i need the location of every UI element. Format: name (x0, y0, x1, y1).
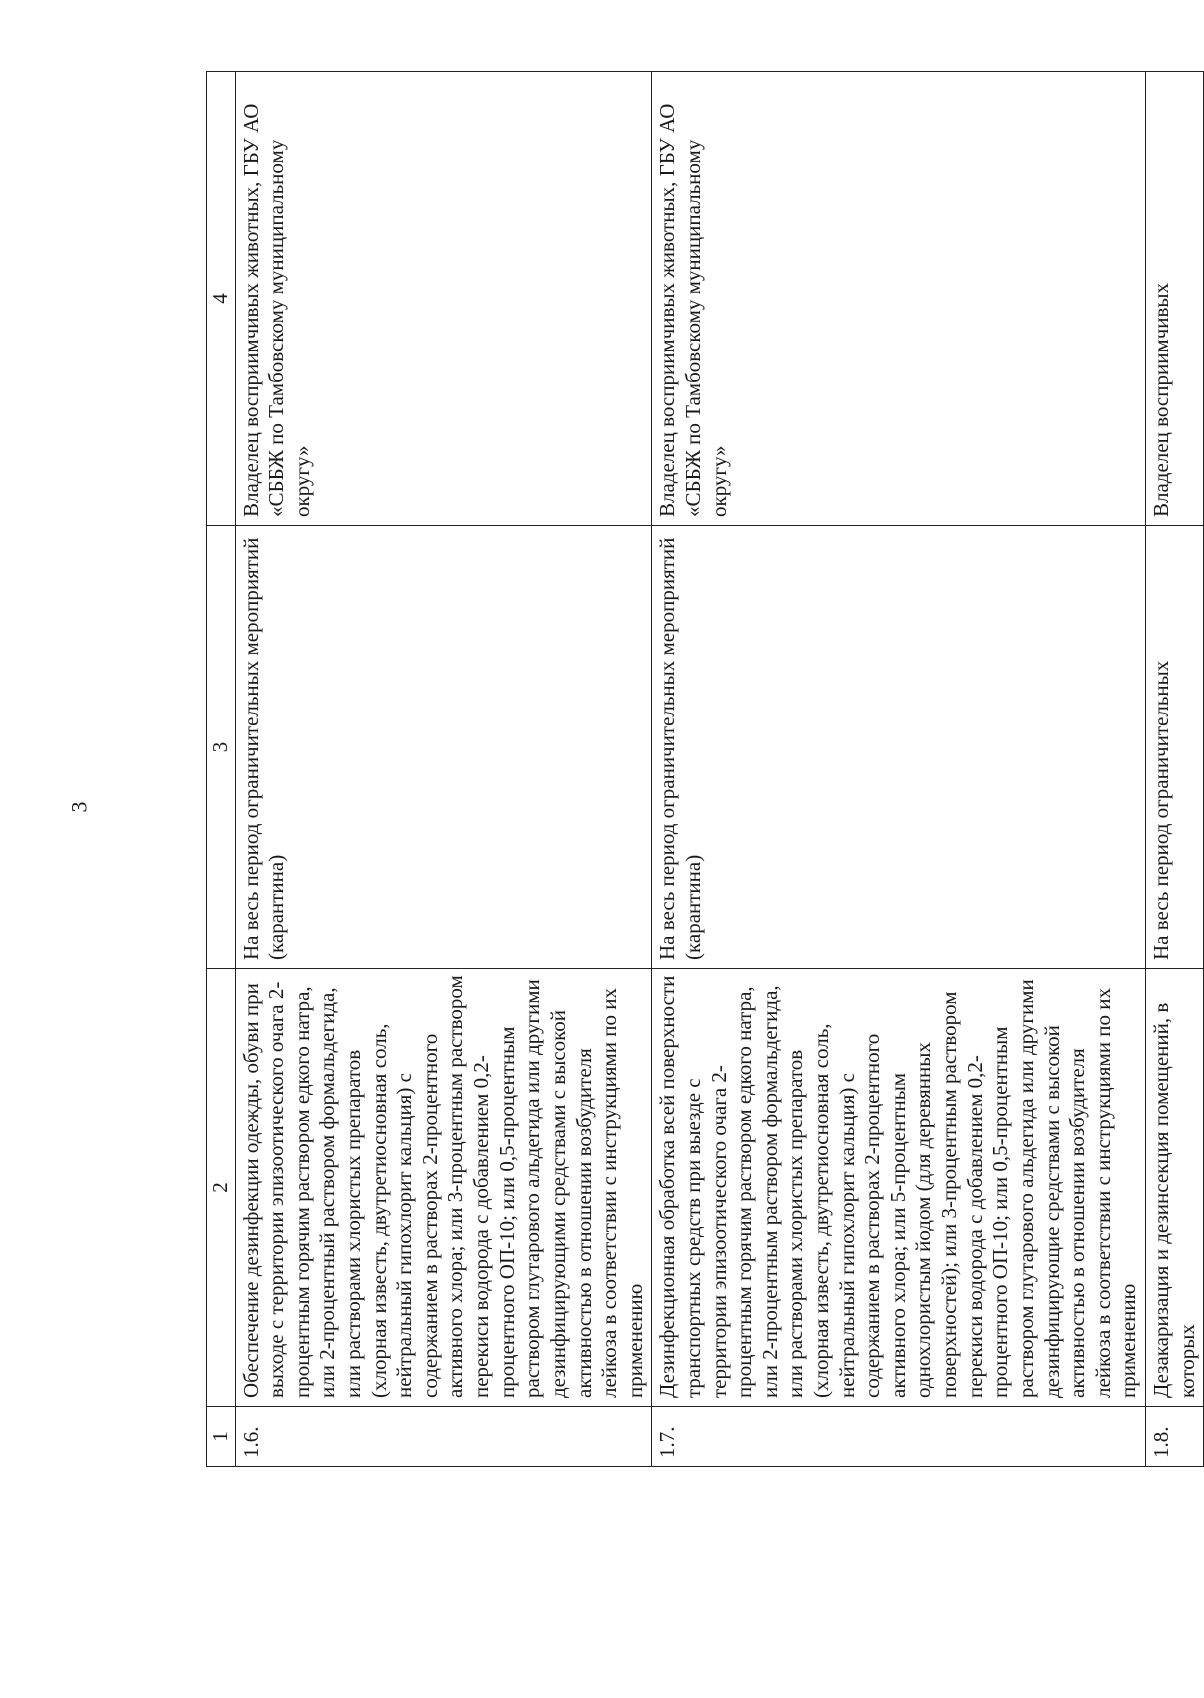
page-number: 3 (66, 801, 92, 813)
column-header: 2 (207, 969, 236, 1407)
table-row (652, 72, 1146, 1467)
responsible-cell: Владелец восприимчивых животных, ГБУ АО «СББЖ по Тамбовскому муниципальному округу» (235, 72, 652, 526)
table-header-row (207, 72, 236, 1467)
table-container (206, 72, 1199, 1467)
row-number-cell: 1.6. (235, 1407, 652, 1467)
rotated-table-wrapper (206, 72, 1199, 1467)
term-cell: На весь период ограничительных (1145, 526, 1203, 969)
column-header: 4 (207, 72, 236, 526)
column-header: 1 (207, 1407, 236, 1467)
row-number-cell: 1.7. (652, 1407, 1146, 1467)
table-row (235, 72, 652, 1467)
term-cell: На весь период ограничительных мероприятий (карантина) (235, 526, 652, 969)
measure-cell: Обеспечение дезинфекции одежды, обуви при выходе с территории эпизоотического очага 2-процентным горячим раствором едкого натра, или 2-процентный раствором формальдегида, или растворами хлористых препаратов (хлорная известь, двутретиосновная соль, нейтральный гипохлорит кальция) с содержанием в растворах 2-процентного активного хлора; или 3-процентным раствором перекиси водорода с добавлением 0,2-процентного ОП-10; или 0,5-процентным раствором глутарового альдегида или другими дезинфицирующими средствами с высокой активностью в отношении возбудителя лейкоза в соответствии с инструкциями по их применению (235, 969, 652, 1407)
responsible-cell: Владелец восприимчивых животных, ГБУ АО «СББЖ по Тамбовскому муниципальному округу» (652, 72, 1146, 526)
row-number-cell: 1.8. (1145, 1407, 1203, 1467)
responsible-cell: Владелец восприимчивых (1145, 72, 1203, 526)
measure-cell: Дезакаризация и дезинсекция помещений, в которых (1145, 969, 1203, 1407)
measure-cell: Дезинфекционная обработка всей поверхности транспортных средств при выезде с территории эпизоотического очага 2-процентным горячим раствором едкого натра, или 2-процентным раствором формальдегида, или растворами хлористых препаратов (хлорная известь, двутретиосновная соль, нейтральный гипохлорит кальция) с содержанием в растворах 2-процентного активного хлора; или 5-процентным однохлористым йодом (для деревянных поверхностей); или 3-процентным раствором перекиси водорода с добавлением 0,2-процентного ОП-10; или 0,5-процентным раствором глутарового альдегида или другими дезинфицирующие средствами с высокой активностью в отношении возбудителя лейкоза в соответствии с инструкциями по их применению (652, 969, 1146, 1407)
measures-table (206, 71, 1204, 1467)
table-row (1145, 72, 1203, 1467)
term-cell: На весь период ограничительных мероприятий (карантина) (652, 526, 1146, 969)
column-header: 3 (207, 526, 236, 969)
